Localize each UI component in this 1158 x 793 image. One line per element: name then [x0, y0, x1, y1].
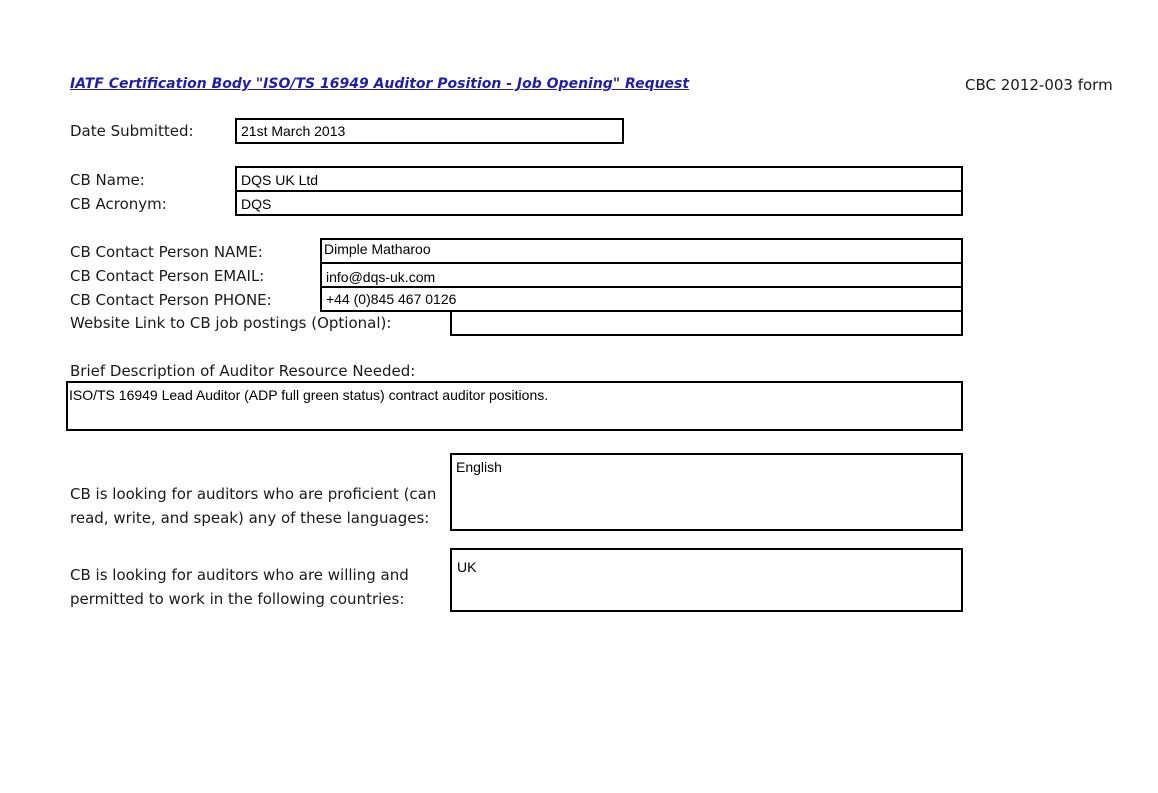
- languages-label: CB is looking for auditors who are proficient (can read, write, and speak) any of these languages:: [70, 485, 437, 527]
- description-label: Brief Description of Auditor Resource Needed:: [70, 362, 416, 380]
- countries-field[interactable]: [450, 548, 963, 612]
- cb-name-field[interactable]: [235, 166, 963, 192]
- cb-acronym-value: DQS: [241, 196, 272, 212]
- website-link-label: Website Link to CB job postings (Optional):: [70, 314, 392, 332]
- languages-value: English: [456, 459, 502, 475]
- countries-value: UK: [457, 559, 477, 575]
- cb-acronym-field[interactable]: [235, 190, 963, 216]
- website-link-field[interactable]: [450, 310, 963, 336]
- contact-phone-value: +44 (0)845 467 0126: [326, 291, 457, 307]
- form-id: CBC 2012-003 form: [965, 76, 1113, 94]
- contact-email-label: CB Contact Person EMAIL:: [70, 267, 265, 285]
- date-submitted-label: Date Submitted:: [70, 122, 194, 140]
- contact-phone-label: CB Contact Person PHONE:: [70, 291, 272, 309]
- description-value: ISO/TS 16949 Lead Auditor (ADP full green status) contract auditor positions.: [69, 387, 549, 403]
- cb-name-value: DQS UK Ltd: [241, 172, 319, 188]
- contact-email-value: info@dqs-uk.com: [326, 269, 436, 285]
- description-field[interactable]: [66, 381, 963, 431]
- cb-acronym-label: CB Acronym:: [70, 195, 167, 213]
- contact-name-value: Dimple Matharoo: [324, 241, 431, 257]
- contact-email-field[interactable]: [320, 262, 963, 288]
- contact-name-field[interactable]: [320, 238, 963, 264]
- contact-phone-field[interactable]: [320, 286, 963, 312]
- languages-field[interactable]: [450, 453, 963, 531]
- contact-name-label: CB Contact Person NAME:: [70, 243, 263, 261]
- countries-label: CB is looking for auditors who are willing and permitted to work in the following countries:: [70, 566, 409, 608]
- date-submitted-field[interactable]: [235, 118, 624, 144]
- form-title: IATF Certification Body "ISO/TS 16949 Auditor Position - Job Opening" Request: [70, 76, 690, 92]
- date-submitted-value: 21st March 2013: [241, 123, 346, 139]
- cb-name-label: CB Name:: [70, 171, 145, 189]
